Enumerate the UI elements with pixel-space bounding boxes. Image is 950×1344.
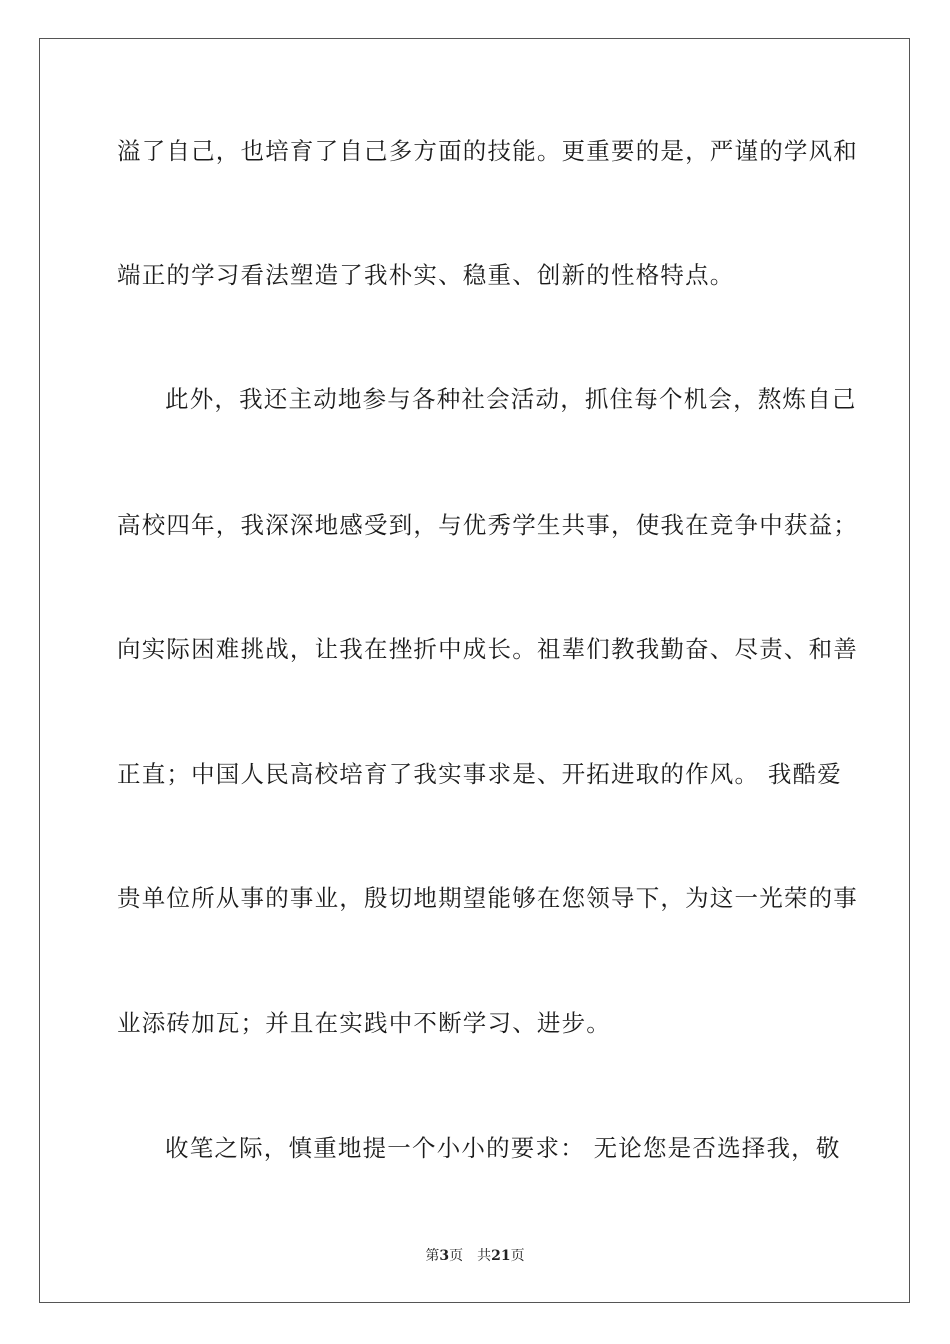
paragraph-line-3: 此外，我还主动地参与各种社会活动，抓住每个机会，熬炼自己: [165, 385, 857, 413]
body-line-1: 溢了自己，也培育了自己多方面的技能。更重要的是，严谨的学风和: [117, 137, 858, 165]
page-border: [39, 38, 910, 1303]
body-line-6: 正直；中国人民高校培育了我实事求是、开拓进取的作风。 我酷爱: [117, 760, 842, 788]
paragraph-line-9: 收笔之际，慎重地提一个小小的要求： 无论您是否选择我，敬: [165, 1134, 841, 1162]
body-line-8: 业添砖加瓦；并且在实践中不断学习、进步。: [117, 1009, 611, 1037]
page-unit: 页: [449, 1248, 464, 1264]
page-footer: [0, 1246, 950, 1266]
body-line-4: 高校四年，我深深地感受到，与优秀学生共事，使我在竞争中获益；: [117, 511, 858, 539]
body-line-5: 向实际困难挑战，让我在挫折中成长。祖辈们教我勤奋、尽责、和善: [117, 635, 858, 663]
total-prefix: 共: [477, 1248, 492, 1264]
total-unit: 页: [510, 1248, 525, 1264]
page-prefix: 第: [425, 1248, 440, 1264]
page-current-number: 3: [439, 1248, 450, 1264]
body-line-2: 端正的学习看法塑造了我朴实、稳重、创新的性格特点。: [117, 261, 735, 289]
body-line-7: 贵单位所从事的事业，殷切地期望能够在您领导下，为这一光荣的事: [117, 884, 858, 912]
page-total-number: 21: [491, 1248, 511, 1264]
